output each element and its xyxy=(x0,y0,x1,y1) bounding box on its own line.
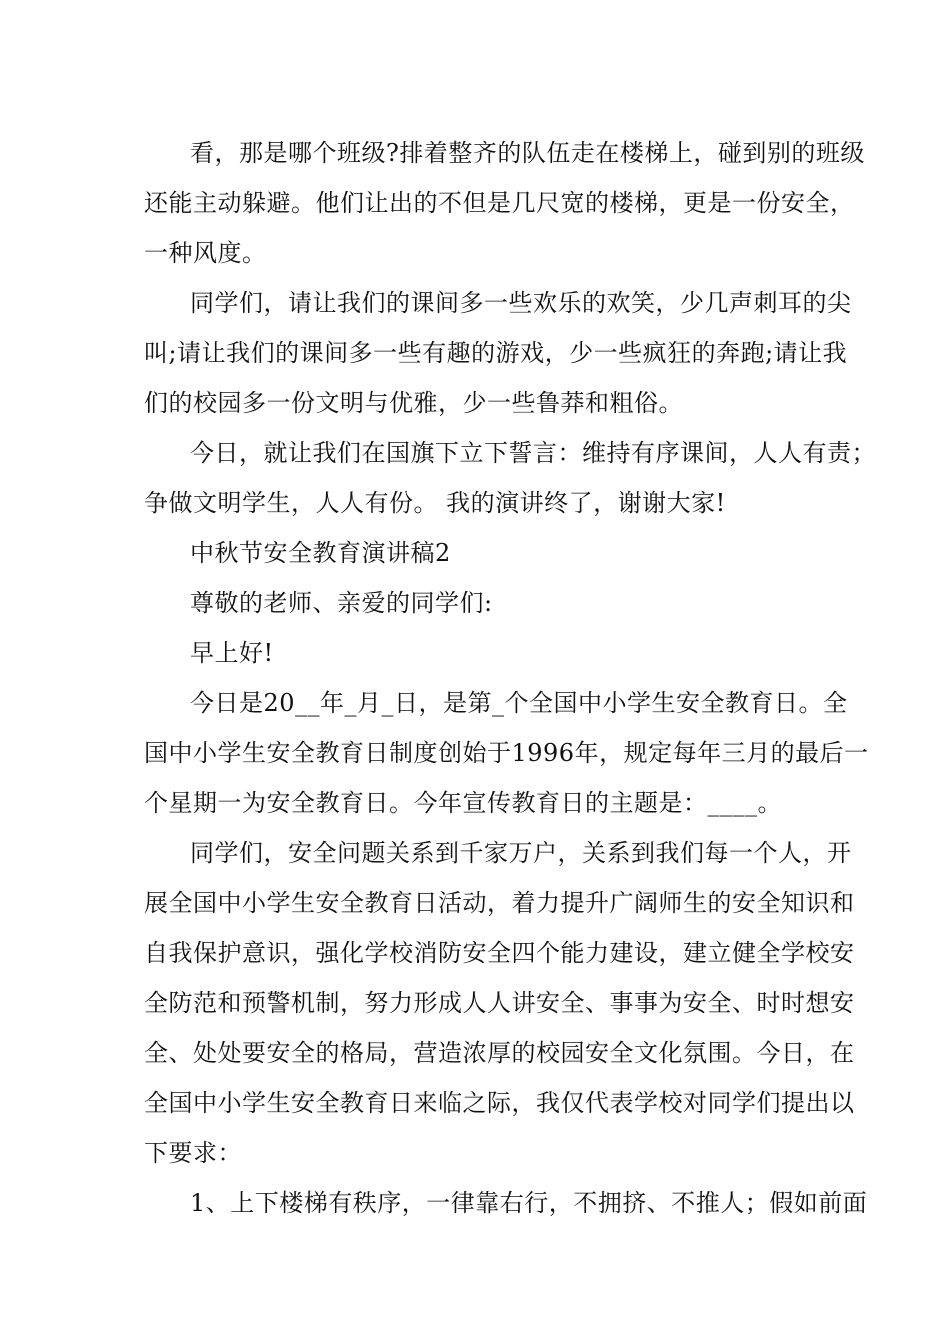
paragraph-line: 还能主动躲避。他们让出的不但是几尺宽的楼梯，更是一份安全， xyxy=(144,189,855,217)
paragraph-line: 们的校园多一份文明与优雅，少一些鲁莽和粗俗。 xyxy=(144,389,683,417)
paragraph-line: 展全国中小学生安全教育日活动，着力提升广阔师生的安全知识和 xyxy=(144,889,855,917)
paragraph-line: 争做文明学生，人人有份。 我的演讲终了，谢谢大家! xyxy=(144,489,726,517)
section-title: 中秋节安全教育演讲稿2 xyxy=(190,539,451,567)
paragraph-line: 个星期一为安全教育日。今年宣传教育日的主题是：____。 xyxy=(144,789,782,817)
paragraph-line: 全国中小学生安全教育日来临之际，我仅代表学校对同学们提出以 xyxy=(144,1089,855,1117)
paragraph-line: 叫;请让我们的课间多一些有趣的游戏，少一些疯狂的奔跑;请让我 xyxy=(144,339,848,367)
paragraph-line: 一种风度。 xyxy=(144,239,267,267)
list-item: 1、上下楼梯有秩序，一律靠右行，不拥挤、不推人；假如前面 xyxy=(190,1189,868,1217)
paragraph-line: 看，那是哪个班级?排着整齐的队伍走在楼梯上，碰到别的班级 xyxy=(190,139,865,167)
paragraph-line: 今日是20__年_月_日，是第_个全国中小学生安全教育日。全 xyxy=(190,689,848,717)
salutation: 尊敬的老师、亲爱的同学们: xyxy=(190,589,493,617)
paragraph-line: 同学们，请让我们的课间多一些欢乐的欢笑，少几声刺耳的尖 xyxy=(190,289,852,317)
paragraph-line: 下要求： xyxy=(144,1139,242,1167)
paragraph-line: 全、处处要安全的格局，营造浓厚的校园安全文化氛围。今日，在 xyxy=(144,1039,855,1067)
paragraph-line: 全防范和预警机制，努力形成人人讲安全、事事为安全、时时想安 xyxy=(144,989,855,1017)
greeting: 早上好! xyxy=(190,639,274,667)
paragraph-line: 自我保护意识，强化学校消防安全四个能力建设，建立健全学校安 xyxy=(144,939,855,967)
paragraph-line: 同学们，安全问题关系到千家万户，关系到我们每一个人，开 xyxy=(190,839,852,867)
paragraph-line: 国中小学生安全教育日制度创始于1996年，规定每年三月的最后一 xyxy=(144,739,869,767)
paragraph-line: 今日，就让我们在国旗下立下誓言：维持有序课间，人人有责； xyxy=(190,439,876,467)
